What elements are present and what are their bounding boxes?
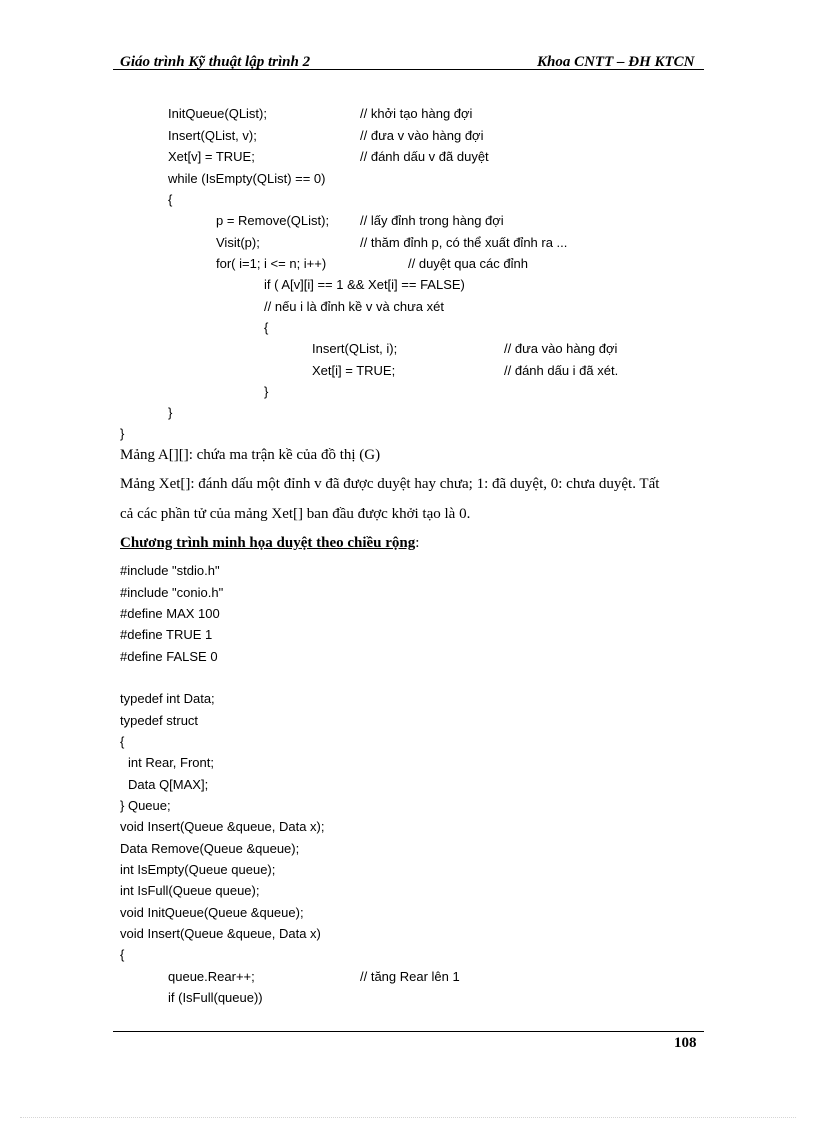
- code-line: typedef int Data;: [120, 691, 215, 706]
- header-title-right: Khoa CNTT – ĐH KTCN: [537, 54, 695, 70]
- paragraph-array-xet-cont: cả các phần tử của mảng Xet[] ban đầu được khởi tạo là 0.: [120, 506, 471, 522]
- code-line: }: [120, 426, 125, 441]
- paragraph-array-a: Mảng A[][]: chứa ma trận kề của đồ thị (G): [120, 447, 381, 463]
- paragraph-array-xet: Mảng Xet[]: đánh dấu một đỉnh v đã được duyệt hay chưa; 1: đã duyệt, 0: chưa duyệt. Tất: [120, 476, 660, 492]
- code-line: #define MAX 100: [120, 606, 220, 621]
- code-line: Xet[i] = TRUE;: [312, 363, 396, 378]
- code-line: typedef struct: [120, 713, 199, 728]
- footer-rule: [113, 1031, 704, 1032]
- code-line: } Queue;: [120, 798, 171, 813]
- section-heading: [120, 534, 419, 552]
- code-line: {: [264, 320, 269, 335]
- code-line: }: [168, 405, 173, 420]
- code-comment: // khởi tạo hàng đợi: [360, 106, 473, 121]
- code-line: for( i=1; i <= n; i++): [216, 256, 327, 271]
- page-number: 108: [674, 1035, 697, 1051]
- code-line: {: [120, 947, 125, 962]
- code-line: while (IsEmpty(QList) == 0): [168, 171, 326, 186]
- section-heading-text: Chương trình minh họa duyệt theo chiều rộng: [120, 535, 416, 551]
- code-line: int IsFull(Queue queue);: [120, 883, 260, 898]
- code-comment: // thăm đỉnh p, có thể xuất đỉnh ra ...: [360, 235, 568, 250]
- code-line: {: [120, 734, 125, 749]
- code-line: p = Remove(QList);: [216, 213, 330, 228]
- code-line: void Insert(Queue &queue, Data x);: [120, 819, 325, 834]
- code-line: if (IsFull(queue)): [168, 990, 263, 1005]
- code-line: queue.Rear++;: [168, 969, 255, 984]
- header-title-left: Giáo trình Kỹ thuật lập trình 2: [120, 54, 311, 70]
- code-line: void Insert(Queue &queue, Data x): [120, 926, 321, 941]
- code-line: Visit(p);: [216, 235, 260, 250]
- code-line: Insert(QList, i);: [312, 341, 398, 356]
- code-comment: // tăng Rear lên 1: [360, 969, 460, 984]
- code-line: #include "conio.h": [120, 585, 224, 600]
- page-bottom-border: [20, 1117, 796, 1118]
- code-line: InitQueue(QList);: [168, 106, 267, 121]
- code-line: {: [168, 192, 173, 207]
- code-line: Insert(QList, v);: [168, 128, 257, 143]
- code-comment: // lấy đỉnh trong hàng đợi: [360, 213, 504, 228]
- code-line: #include "stdio.h": [120, 563, 220, 578]
- code-line: Data Remove(Queue &queue);: [120, 841, 300, 856]
- code-comment: // đưa vào hàng đợi: [504, 341, 618, 356]
- code-comment: // nếu i là đỉnh kề v và chưa xét: [264, 299, 444, 314]
- header-rule: [113, 69, 704, 70]
- code-comment: // đưa v vào hàng đợi: [360, 128, 484, 143]
- code-line: Data Q[MAX];: [128, 777, 209, 792]
- code-comment: // duyệt qua các đỉnh: [408, 256, 528, 271]
- section-heading-colon: :: [415, 535, 420, 551]
- code-line: void InitQueue(Queue &queue);: [120, 905, 304, 920]
- code-comment: // đánh dấu v đã duyệt: [360, 149, 489, 164]
- code-comment: // đánh dấu i đã xét.: [504, 363, 619, 378]
- code-line: int Rear, Front;: [128, 755, 214, 770]
- code-line: #define TRUE 1: [120, 627, 213, 642]
- code-line: Xet[v] = TRUE;: [168, 149, 255, 164]
- code-line: if ( A[v][i] == 1 && Xet[i] == FALSE): [264, 277, 465, 292]
- code-line: }: [264, 384, 269, 399]
- code-line: int IsEmpty(Queue queue);: [120, 862, 276, 877]
- code-line: #define FALSE 0: [120, 649, 218, 664]
